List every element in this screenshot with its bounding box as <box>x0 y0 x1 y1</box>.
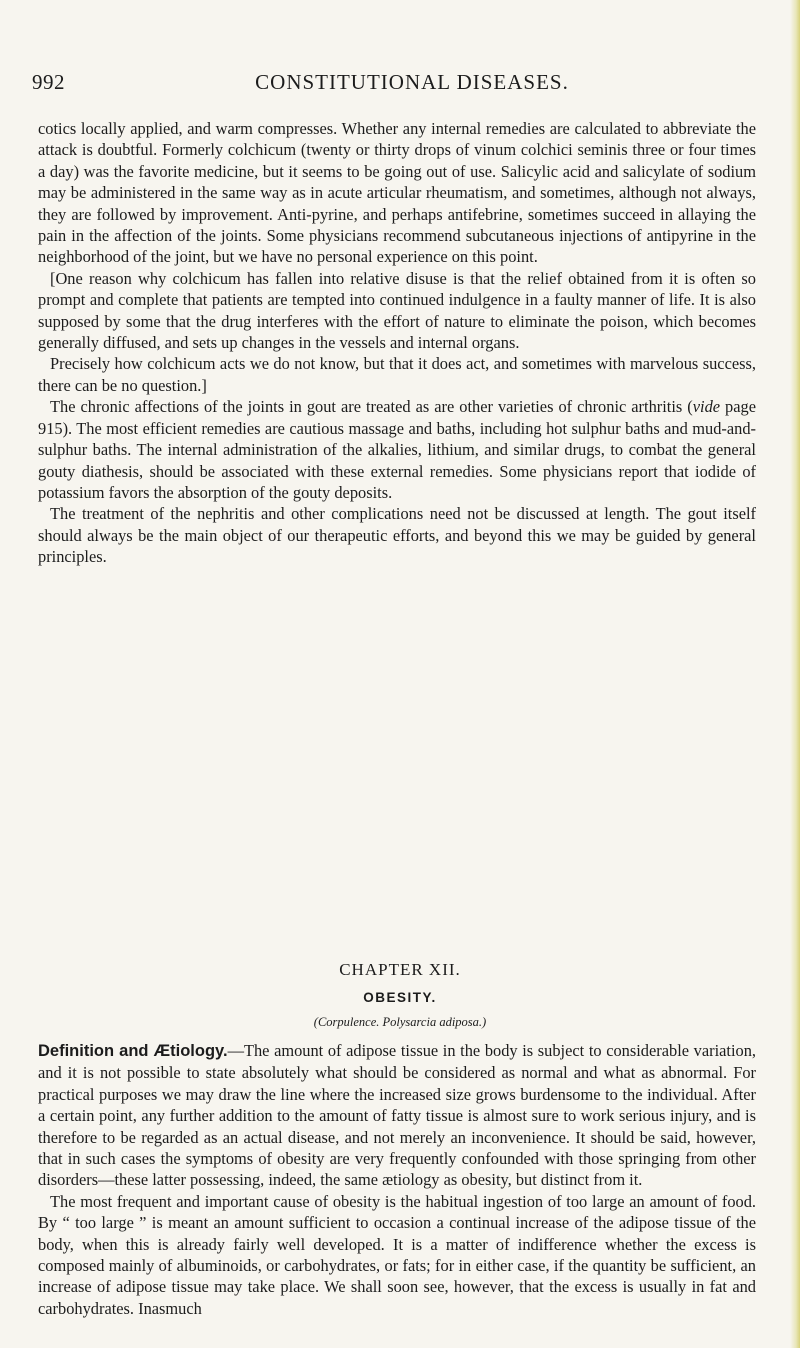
chronic-text-before: The chronic affections of the joints in gout are treated as are other varieties of chronic arthritis ( <box>50 397 693 417</box>
chapter-number: CHAPTER XII. <box>339 960 461 979</box>
vide-reference: vide <box>692 397 721 417</box>
body-text-bottom <box>38 1040 756 1319</box>
paragraph-treatment: cotics locally applied, and warm compresses. Whether any internal remedies are calculated to abbreviate the attack is doubtful. Formerly colchicum (twenty or thirty drops of vinum colchici seminis three or four times a day) was the favorite medicine, but it seems to be going out of use. Salicylic acid and salicylate of sodium may be administered in the same way as in acute articular rheumatism, and sometimes, although not always, they are followed by improvement. Anti-pyrine, and perhaps antifebrine, sometimes succeed in allaying the pain in the affection of the joints. Some physicians recommend subcutaneous injections of antipyrine in the neighborhood of the joint, but we have no personal experience on this point. <box>38 119 756 267</box>
paragraph-colchicum-action: Precisely how colchicum acts we do not know, but that it does act, and sometimes with marvelous success, there can be no question.] <box>38 354 756 395</box>
page-edge <box>790 0 800 1348</box>
definition-text: —The amount of adipose tissue in the body is subject to considerable variation, and it is not possible to state absolutely what should be considered as normal and what as abnormal. For practical purposes we may draw the line where the increased size grows burdensome to the individual. After a certain point, any further addition to the amount of fatty tissue is almost sure to work serious injury, and is therefore to be regarded as an actual disease, and not merely an inconvenience. It should be said, however, that in such cases the symptoms of obesity are very frequently confounded with those springing from other disorders—these latter possessing, indeed, the same ætiology as obesity, but distinct from it. <box>38 1041 757 1190</box>
page-header <box>32 70 752 96</box>
paragraph-definition <box>38 1040 756 1191</box>
chapter-title: OBESITY. <box>363 990 437 1005</box>
chapter-synonyms: (Corpulence. Polysarcia adiposa.) <box>313 1015 487 1029</box>
section-heading-definition: Definition and Ætiology. <box>38 1042 228 1060</box>
page-number: 992 <box>32 70 65 94</box>
paragraph-cause: The most frequent and important cause of obesity is the habitual ingestion of too large an amount of food. By “ too large ” is meant an amount sufficient to occasion a continual increase of the adipose tissue of the body, when this is already fairly well developed. It is a matter of indifference whether the excess is composed mainly of albuminoids, or carbohydrates, or fats; for in either case, if the quantity be sufficient, an increase of adipose tissue may take place. We shall soon see, however, that the excess is usually in fat and carbohydrates. Inasmuch <box>38 1191 756 1318</box>
running-head: CONSTITUTIONAL DISEASES. <box>255 70 569 94</box>
chronic-text-after: page 915). The most efficient remedies are cautious massage and baths, including hot sulphur baths and mud-and-sulphur baths. The internal administration of the alkalies, lithium, and similar drugs, to combat the general gouty diathesis, should be associated with these external remedies. Some physicians report that iodide of potassium favors the absorption of the gouty deposits. <box>38 397 756 502</box>
paragraph-colchicum-disuse: [One reason why colchicum has fallen into relative disuse is that the relief obtained from it is often so prompt and complete that patients are tempted into continued indulgence in a faulty manner of life. It is also supposed by some that the drug interferes with the effort of nature to eliminate the poison, which becomes generally diffused, and sets up changes in the vessels and internal organs. <box>38 268 756 353</box>
body-text-top <box>38 118 756 568</box>
paragraph-chronic-affections <box>38 396 756 503</box>
paragraph-nephritis: The treatment of the nephritis and other complications need not be discussed at length. The gout itself should always be the main object of our therapeutic efforts, and beyond this we may be guided by general principles. <box>38 504 756 567</box>
